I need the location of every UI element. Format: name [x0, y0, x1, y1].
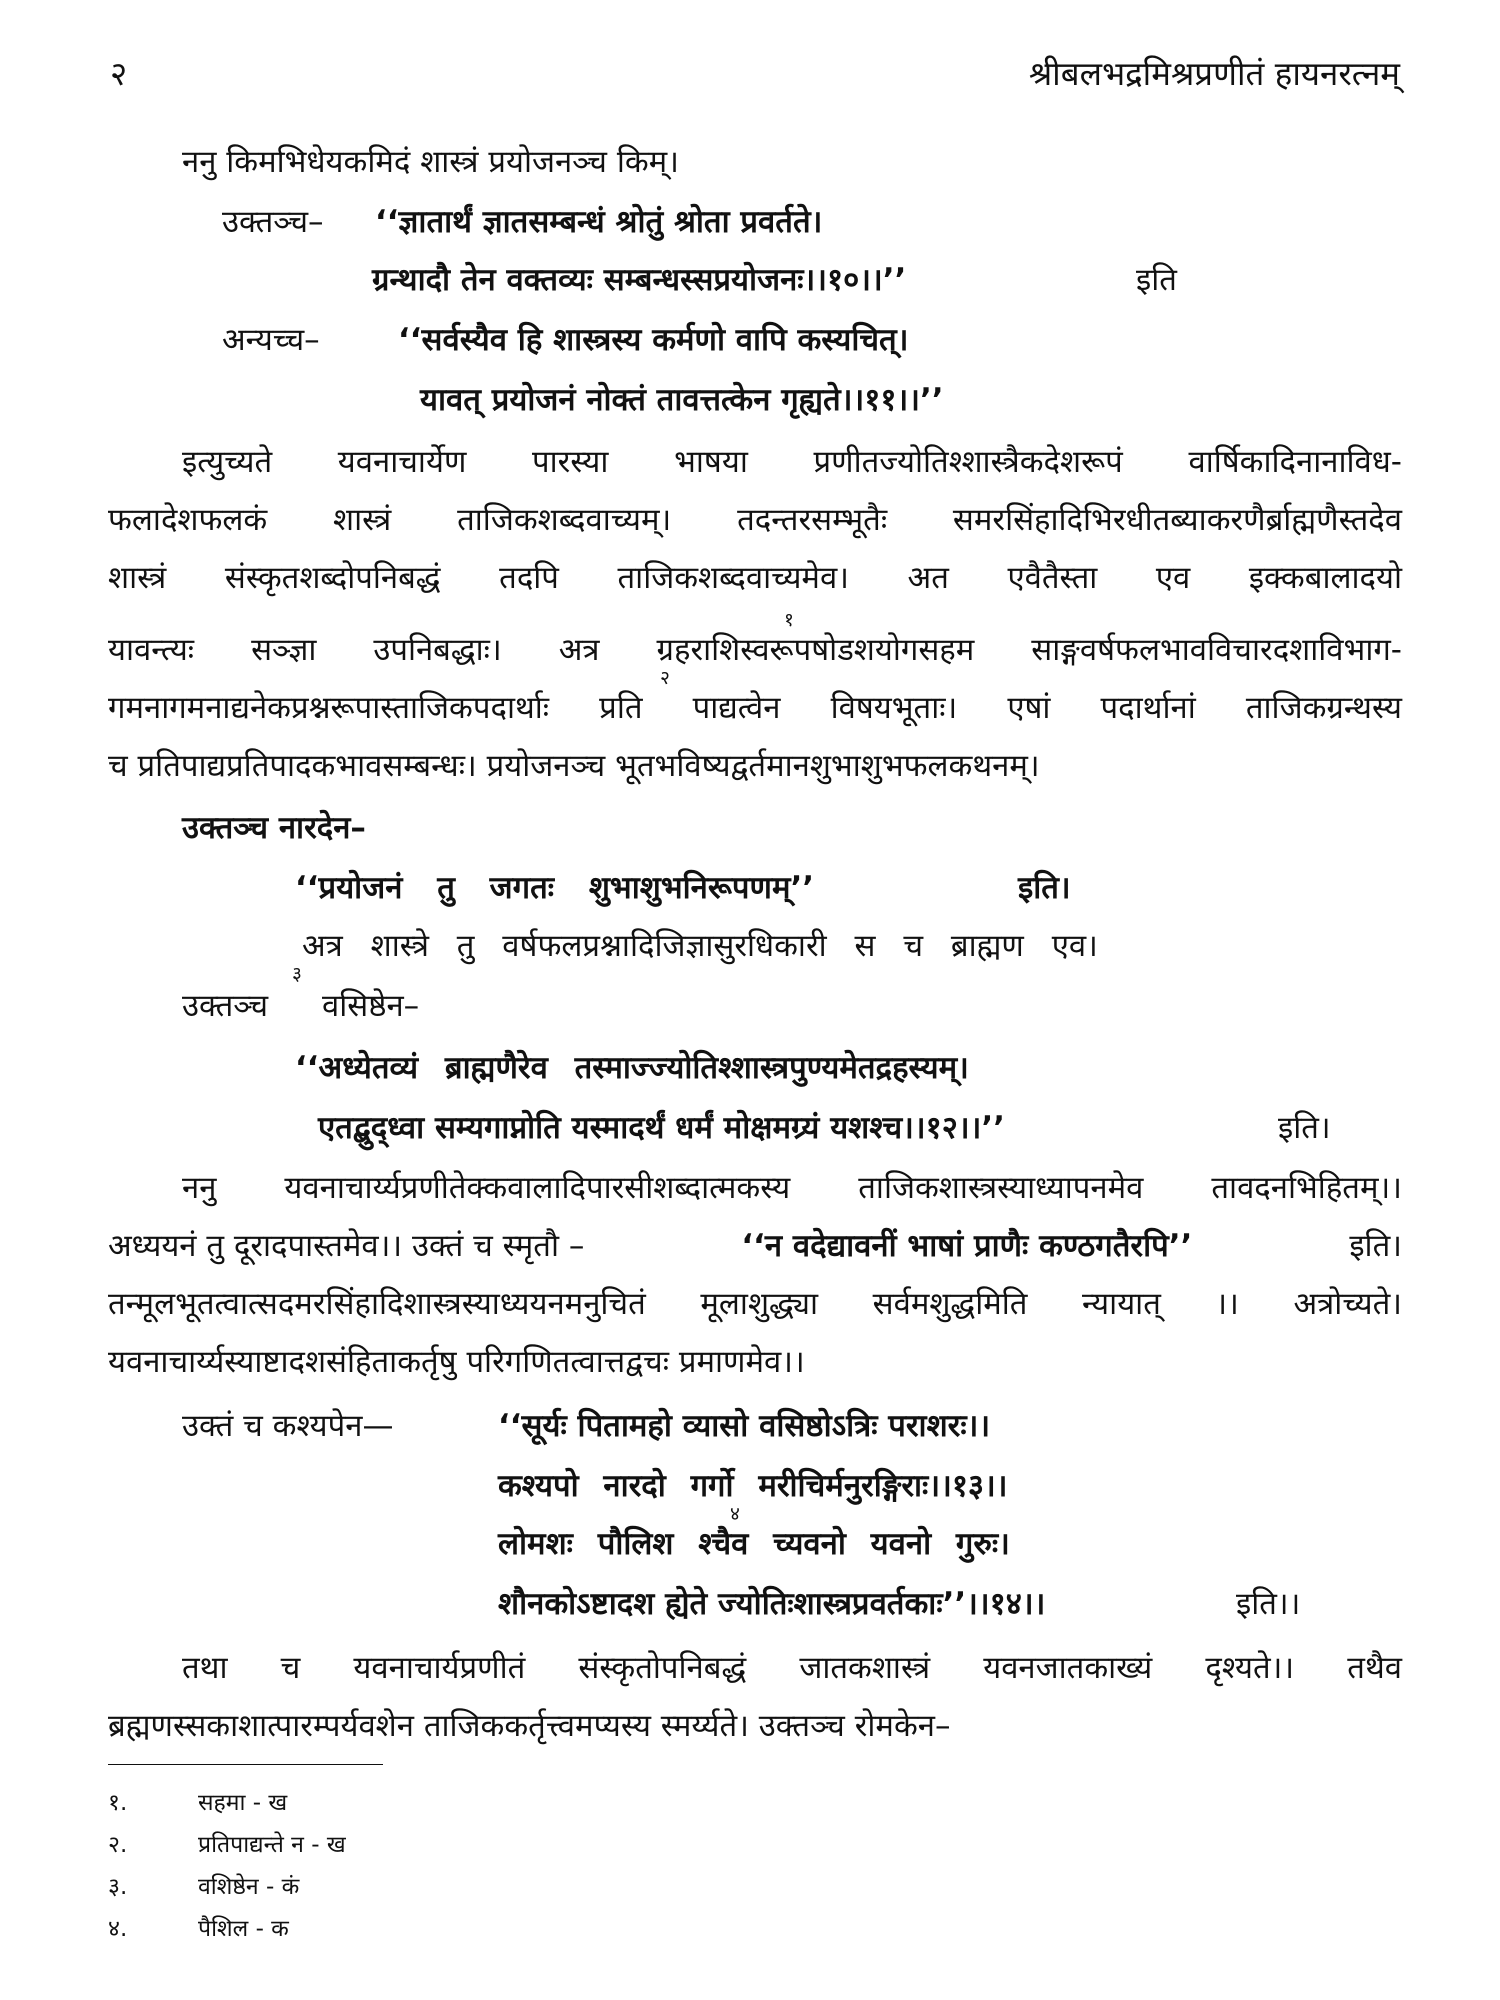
- iti-tail: इति।।: [1236, 1586, 1301, 1622]
- verse-lead: वसिष्ठेन–: [322, 988, 420, 1024]
- footnote-text: वशिष्ठेन - कं: [198, 1874, 300, 1900]
- page-number: २: [110, 54, 128, 93]
- verse-line: ‘‘प्रयोजनं तु जगतः शुभाशुभनिरूपणम्’’: [295, 870, 815, 906]
- footnote: [108, 1830, 346, 1860]
- iti-tail: इति।: [1018, 870, 1071, 906]
- paragraph-line: यावन्त्यः सञ्ज्ञा उपनिबद्धाः। अत्र ग्रहराशिस्वरूपषोडशयोगसहम साङ्गवर्षफलभावविचारदशाविभाग-: [108, 632, 1402, 668]
- footnote-number: १.: [108, 1790, 128, 1816]
- running-title: श्रीबलभद्रमिश्रप्रणीतं हायनरत्नम्: [1028, 54, 1400, 93]
- paragraph-line: च प्रतिपाद्यप्रतिपादकभावसम्बन्धः। प्रयोजनञ्च भूतभविष्यद्वर्तमानशुभाशुभफलकथनम्।: [108, 748, 1040, 784]
- iti-tail: इति: [1136, 262, 1177, 298]
- iti-tail: इति।: [1349, 1228, 1402, 1264]
- paragraph-line: ब्रह्मणस्सकाशात्पारम्पर्यवशेन ताजिककर्तृत्त्वमप्यस्य स्मर्य्यते। उक्तञ्च रोमकेन–: [108, 1708, 951, 1744]
- paragraph-line: [108, 1224, 1402, 1268]
- verse-line: एतद्बुद्ध्वा सम्यगाप्नोति यस्मादर्थं धर्मं मोक्षमग्र्यं यशश्च।।१२।।’’: [318, 1110, 1005, 1146]
- text-line: अत्र शास्त्रे तु वर्षफलप्रश्नादिजिज्ञासुरधिकारी स च ब्राह्मण एव।: [302, 928, 1098, 964]
- verse-line: ‘‘सूर्यः पितामहो व्यासो वसिष्ठोऽत्रिः पराशरः।।: [498, 1408, 991, 1444]
- verse-line: कश्यपो नारदो गर्गो मरीचिर्मनुरङ्गिराः।।१३।।: [498, 1468, 1008, 1504]
- verse-line: यावत् प्रयोजनं नोक्तं तावत्तत्केन गृह्यते।।११।।’’: [420, 382, 944, 418]
- verse-lead: अन्यच्च–: [222, 322, 320, 358]
- paragraph-segment: अध्ययनं तु दूरादपास्तमेव।। उक्तं च स्मृतौ –: [108, 1228, 585, 1264]
- verse-line: ‘‘सर्वस्यैव हि शास्त्रस्य कर्मणो वापि कस्यचित्।: [398, 322, 909, 358]
- footnote-number: ४.: [108, 1916, 128, 1942]
- paragraph-line: गमनागमनाद्यनेकप्रश्नरूपास्ताजिकपदार्थाः प्रति पाद्यत्वेन विषयभूताः। एषां पदार्थानां ताजिकग्रन्थस्य: [108, 690, 1402, 726]
- footnote-ref: १: [784, 609, 794, 631]
- verse-lead: उक्तञ्च–: [222, 204, 324, 240]
- paragraph-line: तन्मूलभूतत्वात्सदमरसिंहादिशास्त्रस्याध्ययनमनुचितं मूलाशुद्ध्या सर्वमशुद्धमिति न्यायात् ।। अत्रोच्यते।: [108, 1286, 1403, 1322]
- verse-lead: उक्तं च कश्यपेन—: [182, 1408, 394, 1444]
- paragraph-line: शास्त्रं संस्कृतशब्दोपनिबद्धं तदपि ताजिकशब्दवाच्यमेव। अत एवैतैस्ता एव इक्कबालादयो: [108, 560, 1402, 596]
- verse-line: ग्रन्थादौ तेन वक्तव्यः सम्बन्धस्सप्रयोजनः।।१०।।’’: [372, 262, 907, 298]
- paragraph-line: इत्युच्यते यवनाचार्येण पारस्या भाषया प्रणीतज्योतिश्शास्त्रैकदेशरूपं वार्षिकादिनानाविध-: [182, 444, 1402, 480]
- verse-line: ‘‘अध्येतव्यं ब्राह्मणैरेव तस्माज्ज्योतिश्शास्त्रपुण्यमेतद्रहस्यम्।: [295, 1050, 969, 1086]
- paragraph-line: फलादेशफलकं शास्त्रं ताजिकशब्दवाच्यम्। तदन्तरसम्भूतैः समरसिंहादिभिरधीतब्याकरणैर्ब्राह्मणैस्तदेव: [108, 502, 1402, 538]
- footnote: [108, 1872, 299, 1902]
- smriti-quote: ‘‘न वदेद्यावनीं भाषां प्राणैः कण्ठगतैरपि’’: [741, 1228, 1193, 1264]
- footnote-text: पैशिल - क: [198, 1916, 289, 1942]
- iti-tail: इति।: [1278, 1110, 1331, 1146]
- footnote-text: सहमा - ख: [198, 1790, 288, 1816]
- footnote-number: २.: [108, 1832, 128, 1858]
- footnote-ref: ४: [730, 1503, 740, 1525]
- verse-line: लोमशः पौलिश श्चैव च्यवनो यवनो गुरुः।: [498, 1526, 1010, 1562]
- footnote: [108, 1788, 287, 1818]
- footnote-ref: ३: [292, 963, 302, 985]
- footnote-rule: [108, 1764, 383, 1765]
- paragraph-line: ननु यवनाचार्य्यप्रणीतेक्कवालादिपारसीशब्दात्मकस्य ताजिकशास्त्रस्याध्यापनमेव तावदनभिहितम्।।: [182, 1170, 1402, 1206]
- text-line: ननु किमभिधेयकमिदं शास्त्रं प्रयोजनञ्च किम्।: [182, 144, 679, 180]
- verse-lead: उक्तञ्च: [182, 988, 269, 1024]
- verse-line: ‘‘ज्ञातार्थं ज्ञातसम्बन्धं श्रोतुं श्रोता प्रवर्तते।: [375, 204, 823, 240]
- paragraph-line: तथा च यवनाचार्यप्रणीतं संस्कृतोपनिबद्धं जातकशास्त्रं यवनजातकाख्यं दृश्यते।। तथैव: [182, 1650, 1402, 1686]
- footnote-text: प्रतिपाद्यन्ते न - ख: [198, 1832, 346, 1858]
- footnote-ref: २: [660, 667, 670, 689]
- paragraph-line: यवनाचार्य्यस्याष्टादशसंहिताकर्तृषु परिगणितत्वात्तद्वचः प्रमाणमेव।।: [108, 1344, 805, 1380]
- footnote: [108, 1914, 289, 1944]
- citation-lead: उक्तञ्च नारदेन–: [182, 810, 366, 846]
- footnote-number: ३.: [108, 1874, 128, 1900]
- verse-line: शौनकोऽष्टादश ह्येते ज्योतिःशास्त्रप्रवर्तकाः’’।।१४।।: [498, 1586, 1046, 1622]
